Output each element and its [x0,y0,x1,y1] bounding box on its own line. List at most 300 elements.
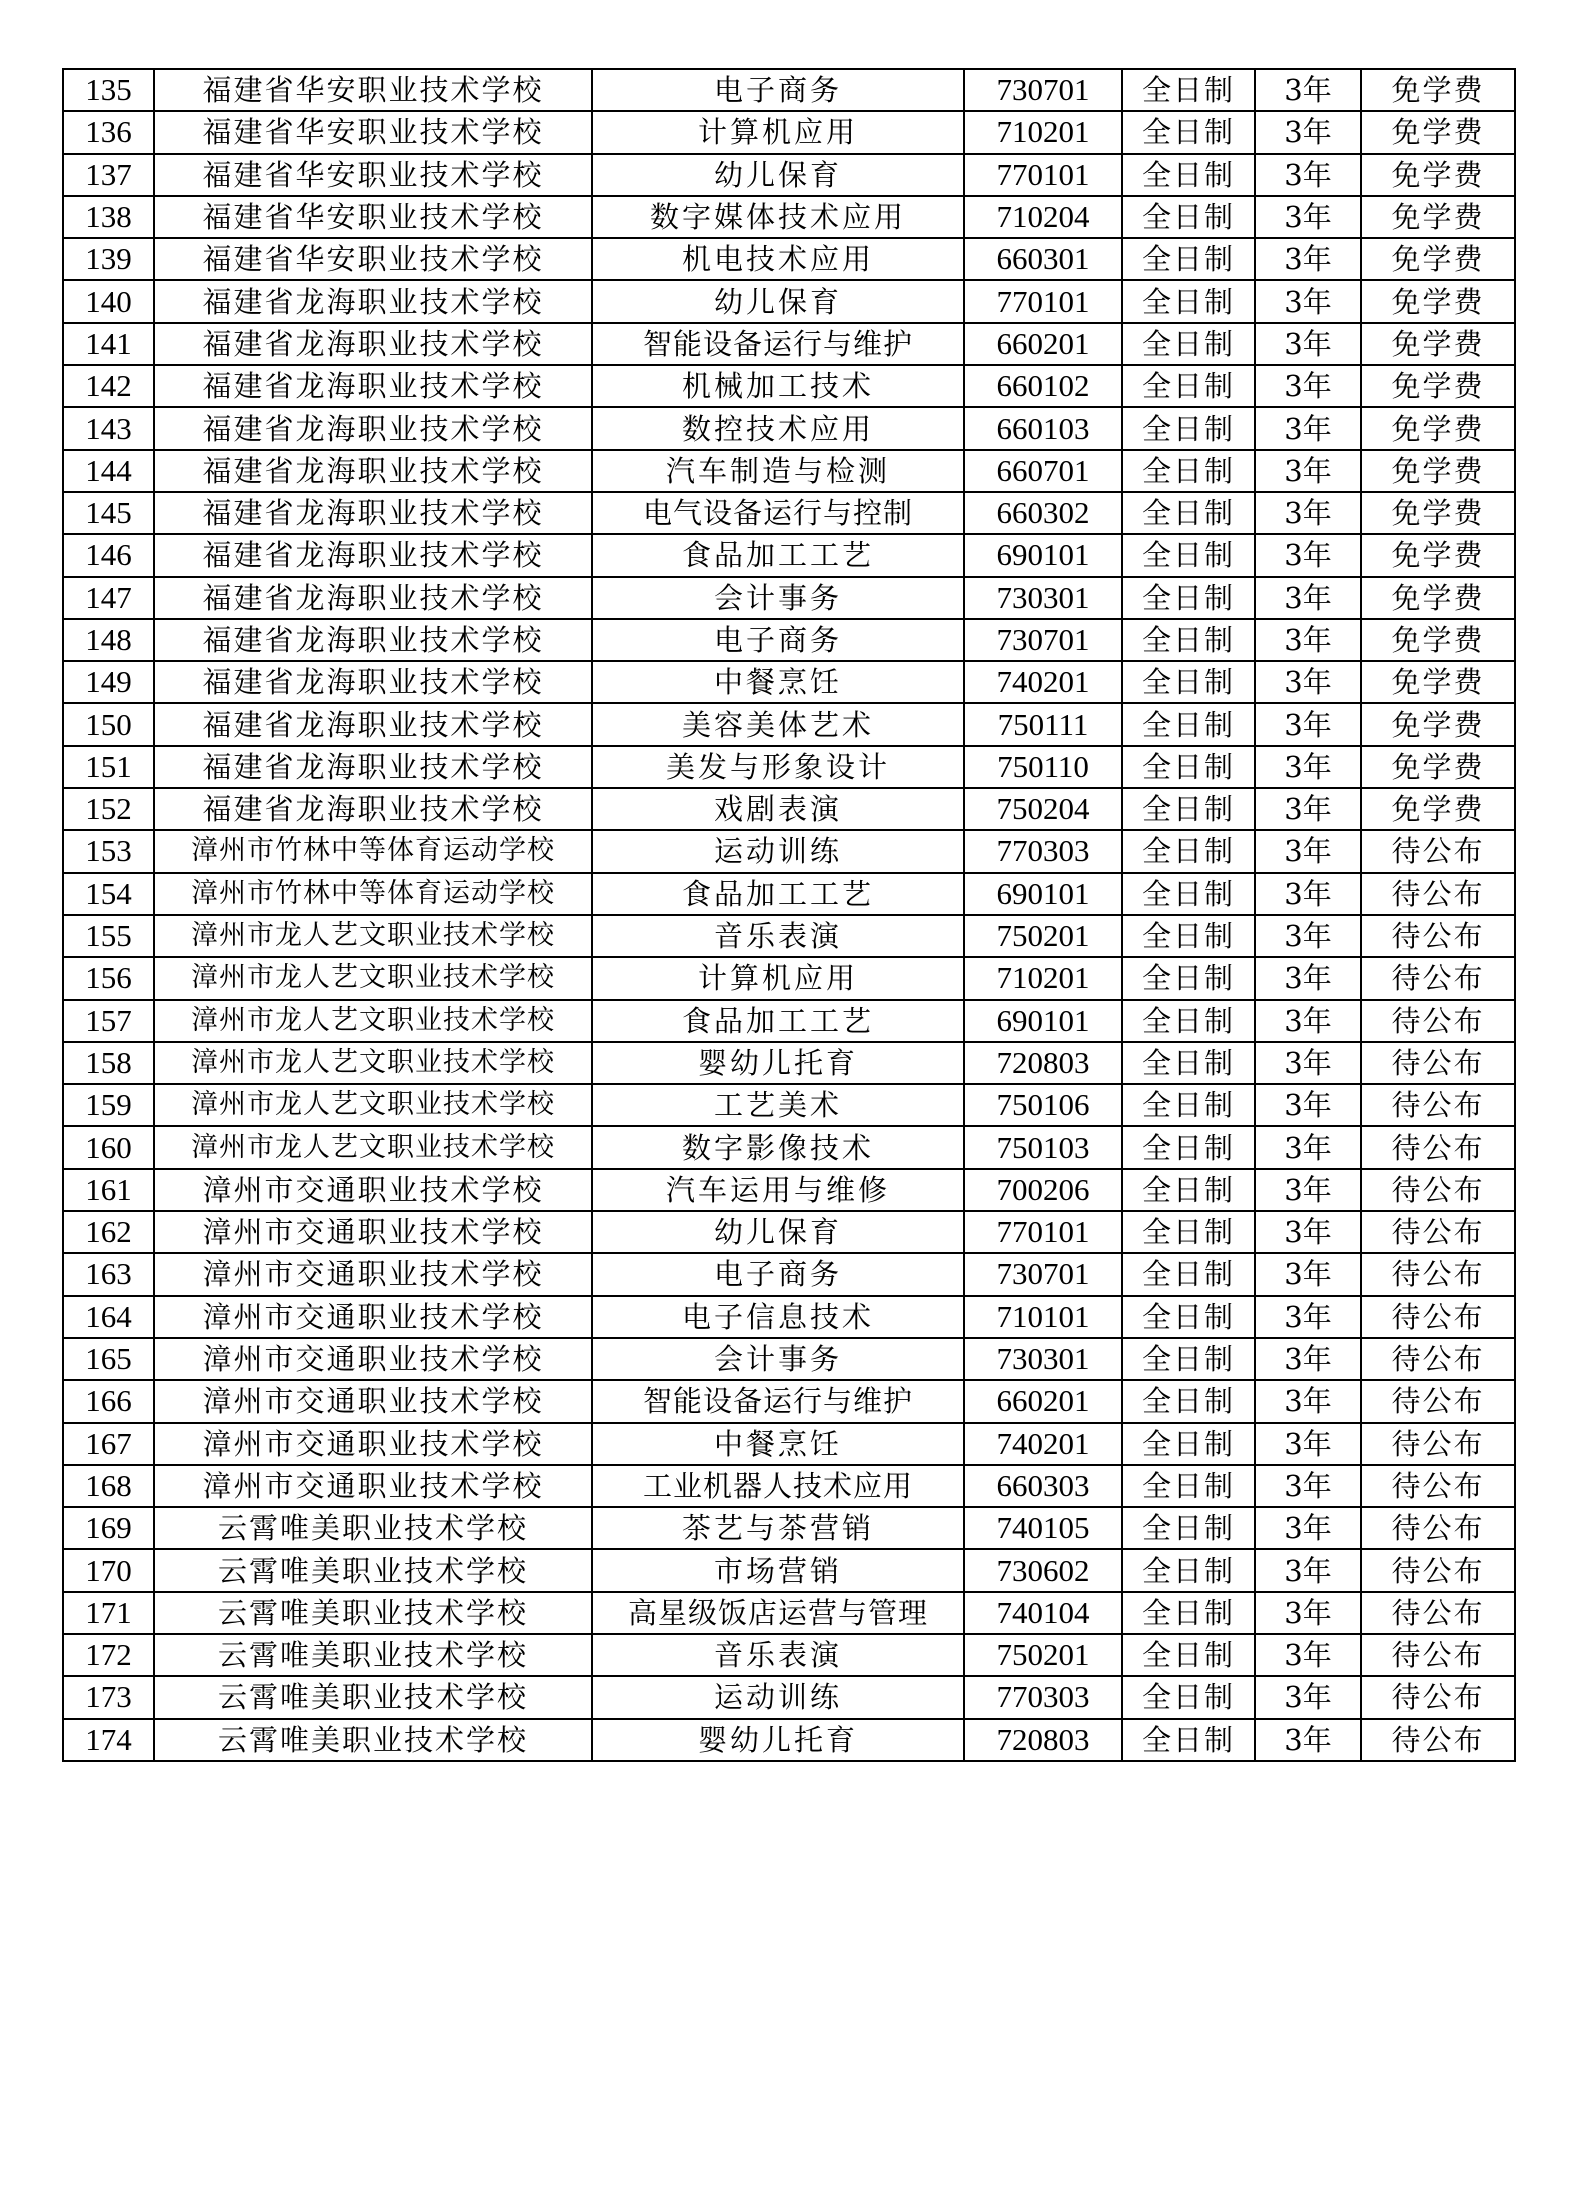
row-number: 174 [63,1719,154,1761]
tuition-status: 待公布 [1361,1084,1515,1126]
tuition-status: 待公布 [1361,957,1515,999]
study-mode: 全日制 [1122,1719,1255,1761]
tuition-status: 待公布 [1361,1338,1515,1380]
study-mode: 全日制 [1122,1211,1255,1253]
row-number: 162 [63,1211,154,1253]
tuition-status: 免学费 [1361,577,1515,619]
school-name: 云霄唯美职业技术学校 [154,1676,592,1718]
study-mode: 全日制 [1122,238,1255,280]
table-body [63,69,1515,1761]
study-mode: 全日制 [1122,619,1255,661]
table-row [63,1719,1515,1761]
row-number: 147 [63,577,154,619]
study-mode: 全日制 [1122,873,1255,915]
major-code: 740201 [964,1423,1122,1465]
tuition-status: 免学费 [1361,238,1515,280]
table-row [63,661,1515,703]
table-row [63,1211,1515,1253]
major-code: 730602 [964,1549,1122,1591]
table-row [63,1507,1515,1549]
major-name: 会计事务 [592,1338,964,1380]
tuition-status: 待公布 [1361,1549,1515,1591]
duration: 3年 [1255,280,1361,322]
school-name: 云霄唯美职业技术学校 [154,1719,592,1761]
study-mode: 全日制 [1122,1676,1255,1718]
major-code: 660103 [964,407,1122,449]
row-number: 168 [63,1465,154,1507]
row-number: 156 [63,957,154,999]
major-name: 计算机应用 [592,957,964,999]
study-mode: 全日制 [1122,69,1255,111]
school-name: 漳州市龙人艺文职业技术学校 [154,957,592,999]
table-row [63,1000,1515,1042]
study-mode: 全日制 [1122,1338,1255,1380]
table-row [63,450,1515,492]
major-code: 750110 [964,746,1122,788]
table-row [63,619,1515,661]
study-mode: 全日制 [1122,1634,1255,1676]
study-mode: 全日制 [1122,746,1255,788]
enrollment-table [62,68,1516,1762]
school-name: 福建省华安职业技术学校 [154,238,592,280]
duration: 3年 [1255,830,1361,872]
row-number: 172 [63,1634,154,1676]
tuition-status: 免学费 [1361,407,1515,449]
row-number: 159 [63,1084,154,1126]
table-row [63,196,1515,238]
school-name: 福建省龙海职业技术学校 [154,619,592,661]
major-name: 汽车制造与检测 [592,450,964,492]
school-name: 福建省龙海职业技术学校 [154,407,592,449]
school-name: 漳州市交通职业技术学校 [154,1338,592,1380]
row-number: 135 [63,69,154,111]
duration: 3年 [1255,407,1361,449]
school-name: 福建省龙海职业技术学校 [154,577,592,619]
major-name: 机电技术应用 [592,238,964,280]
table-row [63,1465,1515,1507]
row-number: 163 [63,1253,154,1295]
row-number: 141 [63,323,154,365]
major-name: 数字媒体技术应用 [592,196,964,238]
major-code: 750111 [964,703,1122,745]
duration: 3年 [1255,1296,1361,1338]
study-mode: 全日制 [1122,450,1255,492]
study-mode: 全日制 [1122,915,1255,957]
study-mode: 全日制 [1122,280,1255,322]
major-code: 750106 [964,1084,1122,1126]
major-name: 茶艺与茶营销 [592,1507,964,1549]
major-name: 市场营销 [592,1549,964,1591]
school-name: 漳州市龙人艺文职业技术学校 [154,1084,592,1126]
major-code: 730701 [964,69,1122,111]
major-code: 710201 [964,111,1122,153]
table-row [63,1423,1515,1465]
row-number: 142 [63,365,154,407]
duration: 3年 [1255,1000,1361,1042]
major-code: 770101 [964,1211,1122,1253]
school-name: 漳州市竹林中等体育运动学校 [154,830,592,872]
major-name: 工业机器人技术应用 [592,1465,964,1507]
school-name: 漳州市交通职业技术学校 [154,1211,592,1253]
row-number: 138 [63,196,154,238]
school-name: 福建省龙海职业技术学校 [154,450,592,492]
study-mode: 全日制 [1122,1253,1255,1295]
study-mode: 全日制 [1122,1423,1255,1465]
duration: 3年 [1255,746,1361,788]
tuition-status: 待公布 [1361,830,1515,872]
study-mode: 全日制 [1122,1380,1255,1422]
row-number: 148 [63,619,154,661]
major-name: 运动训练 [592,1676,964,1718]
major-name: 婴幼儿托育 [592,1719,964,1761]
table-row [63,1380,1515,1422]
major-code: 700206 [964,1169,1122,1211]
table-row [63,957,1515,999]
tuition-status: 免学费 [1361,280,1515,322]
tuition-status: 免学费 [1361,154,1515,196]
study-mode: 全日制 [1122,1549,1255,1591]
row-number: 146 [63,534,154,576]
major-code: 730701 [964,1253,1122,1295]
school-name: 福建省龙海职业技术学校 [154,703,592,745]
major-code: 740105 [964,1507,1122,1549]
major-name: 电子信息技术 [592,1296,964,1338]
row-number: 145 [63,492,154,534]
major-code: 720803 [964,1719,1122,1761]
tuition-status: 免学费 [1361,492,1515,534]
school-name: 云霄唯美职业技术学校 [154,1592,592,1634]
study-mode: 全日制 [1122,196,1255,238]
tuition-status: 免学费 [1361,746,1515,788]
duration: 3年 [1255,1126,1361,1168]
school-name: 漳州市交通职业技术学校 [154,1380,592,1422]
tuition-status: 免学费 [1361,69,1515,111]
major-code: 730701 [964,619,1122,661]
school-name: 漳州市交通职业技术学校 [154,1423,592,1465]
major-code: 690101 [964,873,1122,915]
row-number: 149 [63,661,154,703]
major-name: 电子商务 [592,69,964,111]
major-code: 660303 [964,1465,1122,1507]
major-name: 机械加工技术 [592,365,964,407]
tuition-status: 免学费 [1361,534,1515,576]
tuition-status: 待公布 [1361,1380,1515,1422]
study-mode: 全日制 [1122,323,1255,365]
study-mode: 全日制 [1122,154,1255,196]
row-number: 160 [63,1126,154,1168]
school-name: 云霄唯美职业技术学校 [154,1549,592,1591]
table-row [63,238,1515,280]
major-name: 幼儿保育 [592,1211,964,1253]
row-number: 152 [63,788,154,830]
tuition-status: 待公布 [1361,1507,1515,1549]
major-code: 750201 [964,1634,1122,1676]
table-row [63,280,1515,322]
tuition-status: 待公布 [1361,915,1515,957]
row-number: 137 [63,154,154,196]
row-number: 161 [63,1169,154,1211]
school-name: 福建省龙海职业技术学校 [154,661,592,703]
table-row [63,365,1515,407]
major-name: 音乐表演 [592,1634,964,1676]
major-name: 会计事务 [592,577,964,619]
school-name: 漳州市交通职业技术学校 [154,1465,592,1507]
row-number: 151 [63,746,154,788]
table-row [63,830,1515,872]
tuition-status: 待公布 [1361,1253,1515,1295]
study-mode: 全日制 [1122,1507,1255,1549]
tuition-status: 免学费 [1361,111,1515,153]
duration: 3年 [1255,1465,1361,1507]
major-name: 智能设备运行与维护 [592,323,964,365]
major-code: 710201 [964,957,1122,999]
duration: 3年 [1255,365,1361,407]
school-name: 漳州市交通职业技术学校 [154,1296,592,1338]
row-number: 139 [63,238,154,280]
table-row [63,746,1515,788]
major-code: 720803 [964,1042,1122,1084]
row-number: 164 [63,1296,154,1338]
tuition-status: 免学费 [1361,619,1515,661]
row-number: 169 [63,1507,154,1549]
major-name: 计算机应用 [592,111,964,153]
study-mode: 全日制 [1122,661,1255,703]
major-code: 750204 [964,788,1122,830]
tuition-status: 免学费 [1361,365,1515,407]
major-code: 690101 [964,534,1122,576]
school-name: 漳州市竹林中等体育运动学校 [154,873,592,915]
study-mode: 全日制 [1122,1296,1255,1338]
major-code: 770303 [964,830,1122,872]
table-row [63,1042,1515,1084]
major-name: 美发与形象设计 [592,746,964,788]
major-name: 电子商务 [592,1253,964,1295]
major-name: 幼儿保育 [592,154,964,196]
duration: 3年 [1255,619,1361,661]
major-code: 710204 [964,196,1122,238]
table-row [63,873,1515,915]
school-name: 福建省龙海职业技术学校 [154,365,592,407]
major-name: 食品加工工艺 [592,534,964,576]
major-name: 中餐烹饪 [592,661,964,703]
tuition-status: 待公布 [1361,1592,1515,1634]
major-name: 中餐烹饪 [592,1423,964,1465]
table-row [63,534,1515,576]
major-code: 660201 [964,1380,1122,1422]
row-number: 144 [63,450,154,492]
major-name: 汽车运用与维修 [592,1169,964,1211]
table-row [63,1253,1515,1295]
row-number: 167 [63,1423,154,1465]
row-number: 155 [63,915,154,957]
tuition-status: 待公布 [1361,1676,1515,1718]
duration: 3年 [1255,492,1361,534]
duration: 3年 [1255,873,1361,915]
duration: 3年 [1255,915,1361,957]
school-name: 云霄唯美职业技术学校 [154,1507,592,1549]
duration: 3年 [1255,661,1361,703]
row-number: 150 [63,703,154,745]
tuition-status: 待公布 [1361,873,1515,915]
table-row [63,492,1515,534]
tuition-status: 待公布 [1361,1126,1515,1168]
duration: 3年 [1255,1634,1361,1676]
school-name: 漳州市龙人艺文职业技术学校 [154,1126,592,1168]
duration: 3年 [1255,957,1361,999]
duration: 3年 [1255,1169,1361,1211]
table-row [63,111,1515,153]
table-row [63,1084,1515,1126]
duration: 3年 [1255,703,1361,745]
school-name: 福建省华安职业技术学校 [154,196,592,238]
duration: 3年 [1255,1084,1361,1126]
table-row [63,69,1515,111]
major-name: 运动训练 [592,830,964,872]
tuition-status: 待公布 [1361,1719,1515,1761]
duration: 3年 [1255,111,1361,153]
table-row [63,788,1515,830]
school-name: 福建省龙海职业技术学校 [154,746,592,788]
duration: 3年 [1255,577,1361,619]
school-name: 云霄唯美职业技术学校 [154,1634,592,1676]
major-name: 高星级饭店运营与管理 [592,1592,964,1634]
study-mode: 全日制 [1122,1084,1255,1126]
duration: 3年 [1255,196,1361,238]
table-row [63,1676,1515,1718]
school-name: 漳州市龙人艺文职业技术学校 [154,915,592,957]
table-row [63,1592,1515,1634]
major-name: 工艺美术 [592,1084,964,1126]
tuition-status: 待公布 [1361,1169,1515,1211]
study-mode: 全日制 [1122,365,1255,407]
major-code: 750103 [964,1126,1122,1168]
duration: 3年 [1255,1380,1361,1422]
row-number: 171 [63,1592,154,1634]
school-name: 漳州市龙人艺文职业技术学校 [154,1042,592,1084]
duration: 3年 [1255,1338,1361,1380]
tuition-status: 免学费 [1361,450,1515,492]
school-name: 漳州市交通职业技术学校 [154,1253,592,1295]
duration: 3年 [1255,788,1361,830]
study-mode: 全日制 [1122,1465,1255,1507]
row-number: 165 [63,1338,154,1380]
table-row [63,407,1515,449]
tuition-status: 待公布 [1361,1634,1515,1676]
duration: 3年 [1255,69,1361,111]
tuition-status: 待公布 [1361,1465,1515,1507]
major-code: 660302 [964,492,1122,534]
major-name: 食品加工工艺 [592,1000,964,1042]
study-mode: 全日制 [1122,111,1255,153]
table-row [63,1338,1515,1380]
major-name: 智能设备运行与维护 [592,1380,964,1422]
row-number: 153 [63,830,154,872]
major-code: 730301 [964,577,1122,619]
school-name: 福建省龙海职业技术学校 [154,534,592,576]
study-mode: 全日制 [1122,1042,1255,1084]
school-name: 福建省龙海职业技术学校 [154,323,592,365]
major-name: 电子商务 [592,619,964,661]
table-row [63,577,1515,619]
major-code: 660102 [964,365,1122,407]
row-number: 143 [63,407,154,449]
major-code: 660201 [964,323,1122,365]
study-mode: 全日制 [1122,407,1255,449]
tuition-status: 免学费 [1361,788,1515,830]
duration: 3年 [1255,450,1361,492]
table-row [63,1296,1515,1338]
school-name: 漳州市交通职业技术学校 [154,1169,592,1211]
row-number: 140 [63,280,154,322]
major-name: 婴幼儿托育 [592,1042,964,1084]
major-code: 770101 [964,154,1122,196]
table-row [63,154,1515,196]
tuition-status: 待公布 [1361,1000,1515,1042]
major-name: 数控技术应用 [592,407,964,449]
duration: 3年 [1255,154,1361,196]
school-name: 福建省龙海职业技术学校 [154,280,592,322]
duration: 3年 [1255,1423,1361,1465]
table-row [63,1634,1515,1676]
major-code: 660701 [964,450,1122,492]
school-name: 福建省龙海职业技术学校 [154,492,592,534]
major-code: 660301 [964,238,1122,280]
duration: 3年 [1255,1042,1361,1084]
duration: 3年 [1255,1549,1361,1591]
study-mode: 全日制 [1122,492,1255,534]
major-code: 770303 [964,1676,1122,1718]
duration: 3年 [1255,1507,1361,1549]
school-name: 漳州市龙人艺文职业技术学校 [154,1000,592,1042]
major-code: 740104 [964,1592,1122,1634]
row-number: 166 [63,1380,154,1422]
table-row [63,703,1515,745]
study-mode: 全日制 [1122,957,1255,999]
school-name: 福建省华安职业技术学校 [154,69,592,111]
duration: 3年 [1255,1719,1361,1761]
study-mode: 全日制 [1122,577,1255,619]
major-code: 750201 [964,915,1122,957]
tuition-status: 免学费 [1361,661,1515,703]
table-row [63,1126,1515,1168]
duration: 3年 [1255,323,1361,365]
duration: 3年 [1255,1253,1361,1295]
major-code: 770101 [964,280,1122,322]
school-name: 福建省龙海职业技术学校 [154,788,592,830]
row-number: 158 [63,1042,154,1084]
study-mode: 全日制 [1122,1000,1255,1042]
tuition-status: 待公布 [1361,1423,1515,1465]
major-name: 音乐表演 [592,915,964,957]
table-row [63,323,1515,365]
major-name: 美容美体艺术 [592,703,964,745]
row-number: 136 [63,111,154,153]
study-mode: 全日制 [1122,1169,1255,1211]
row-number: 154 [63,873,154,915]
major-name: 幼儿保育 [592,280,964,322]
row-number: 170 [63,1549,154,1591]
study-mode: 全日制 [1122,830,1255,872]
table-row [63,1169,1515,1211]
major-name: 数字影像技术 [592,1126,964,1168]
tuition-status: 待公布 [1361,1042,1515,1084]
major-code: 690101 [964,1000,1122,1042]
major-name: 食品加工工艺 [592,873,964,915]
study-mode: 全日制 [1122,1592,1255,1634]
row-number: 157 [63,1000,154,1042]
duration: 3年 [1255,238,1361,280]
major-code: 710101 [964,1296,1122,1338]
